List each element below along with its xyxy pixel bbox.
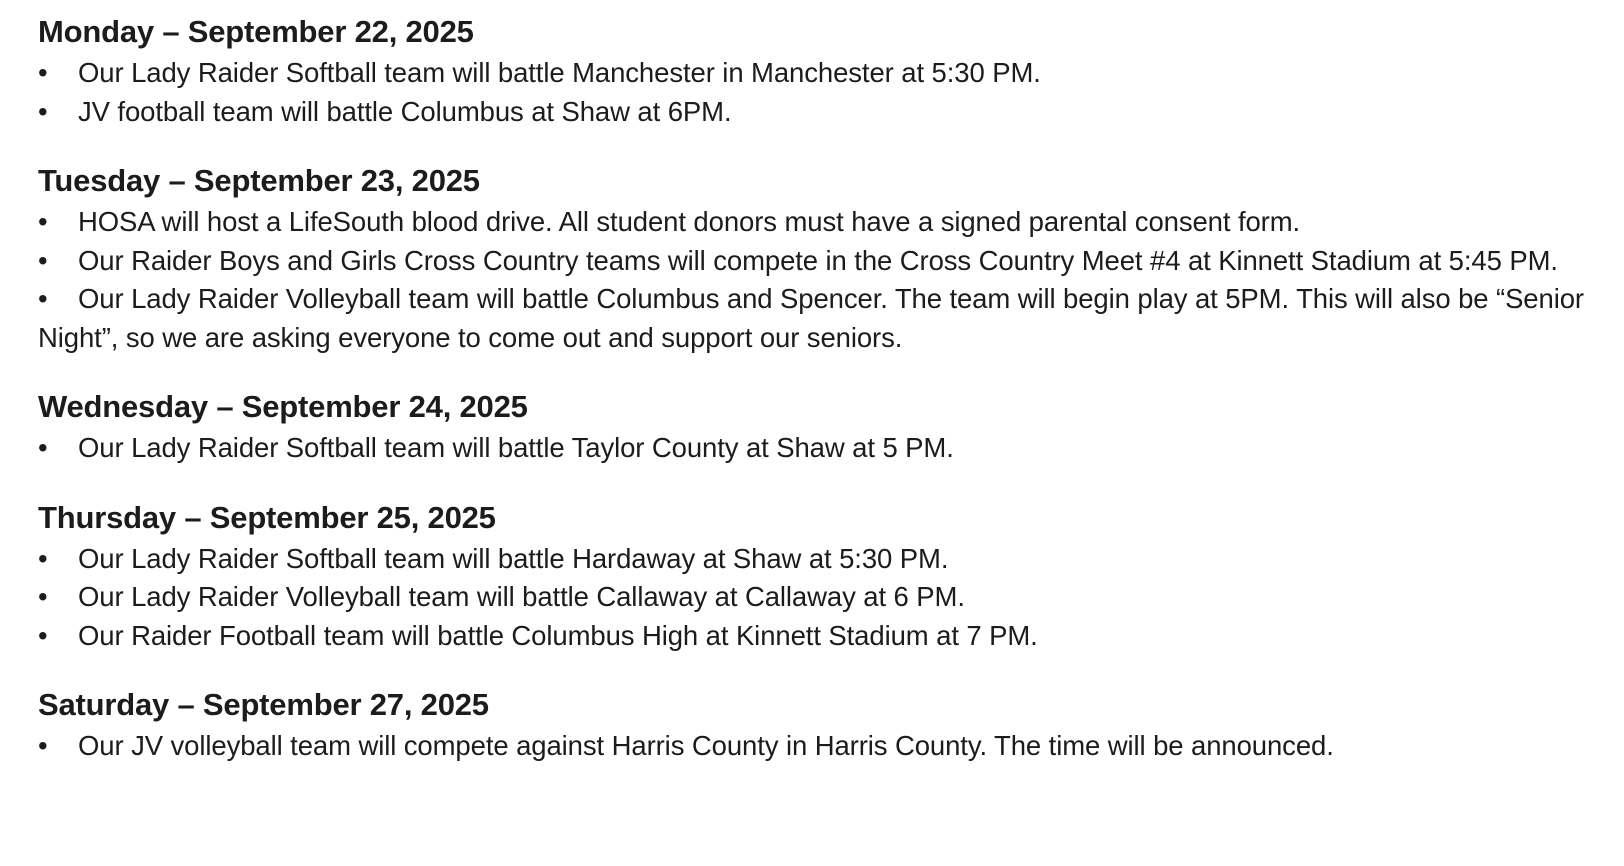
event-text: Our Lady Raider Volleyball team will battle Callaway at Callaway at 6 PM. [78, 581, 965, 612]
day-heading: Wednesday – September 24, 2025 [38, 389, 528, 424]
event-list [38, 727, 1598, 766]
bullet-icon: • [38, 283, 48, 314]
day-section-thursday [38, 496, 1598, 656]
day-heading: Monday – September 22, 2025 [38, 14, 474, 49]
event-item [38, 54, 1598, 93]
announcements-document [38, 10, 1598, 794]
event-item [38, 727, 1598, 766]
bullet-icon: • [38, 95, 48, 127]
event-list [38, 429, 1598, 468]
bullet-icon: • [38, 619, 48, 651]
event-text: Our JV volleyball team will compete against Harris County in Harris County. The time will be announced. [78, 730, 1334, 761]
event-item [38, 578, 1598, 617]
event-text: Our Lady Raider Softball team will battle Manchester in Manchester at 5:30 PM. [78, 57, 1041, 88]
day-heading: Saturday – September 27, 2025 [38, 687, 489, 722]
event-text: HOSA will host a LifeSouth blood drive. All student donors must have a signed parental consent form. [78, 206, 1301, 237]
event-text: Our Raider Football team will battle Columbus High at Kinnett Stadium at 7 PM. [78, 619, 1038, 651]
event-text: Our Lady Raider Volleyball team will battle Columbus and Spencer. The team will begin play at 5PM. This will also be “Senior Night”, so we are asking everyone to come out and support our seniors. [38, 283, 1584, 353]
bullet-icon: • [38, 730, 48, 761]
event-text: Our Raider Boys and Girls Cross Country teams will compete in the Cross Country Meet #4 at Kinnett Stadium at 5:45 PM. [78, 244, 1558, 276]
event-item [38, 93, 1598, 132]
bullet-icon: • [38, 206, 48, 237]
day-section-tuesday [38, 159, 1598, 357]
bullet-icon: • [38, 581, 48, 612]
event-item [38, 540, 1598, 579]
event-item [38, 203, 1598, 242]
event-list [38, 540, 1598, 656]
event-item [38, 617, 1598, 656]
event-item [38, 280, 1598, 357]
bullet-icon: • [38, 57, 48, 88]
bullet-icon: • [38, 542, 48, 574]
event-list [38, 54, 1598, 131]
event-item [38, 242, 1598, 281]
event-item [38, 429, 1598, 468]
day-section-monday [38, 10, 1598, 131]
day-heading: Thursday – September 25, 2025 [38, 499, 496, 535]
day-section-saturday [38, 683, 1598, 766]
bullet-icon: • [38, 244, 48, 276]
event-text: Our Lady Raider Softball team will battle Hardaway at Shaw at 5:30 PM. [78, 542, 949, 574]
event-list [38, 203, 1598, 357]
day-heading: Tuesday – September 23, 2025 [38, 163, 480, 198]
event-text: JV football team will battle Columbus at Shaw at 6PM. [78, 95, 732, 127]
day-section-wednesday [38, 385, 1598, 468]
event-text: Our Lady Raider Softball team will battle Taylor County at Shaw at 5 PM. [78, 432, 954, 463]
bullet-icon: • [38, 432, 48, 463]
